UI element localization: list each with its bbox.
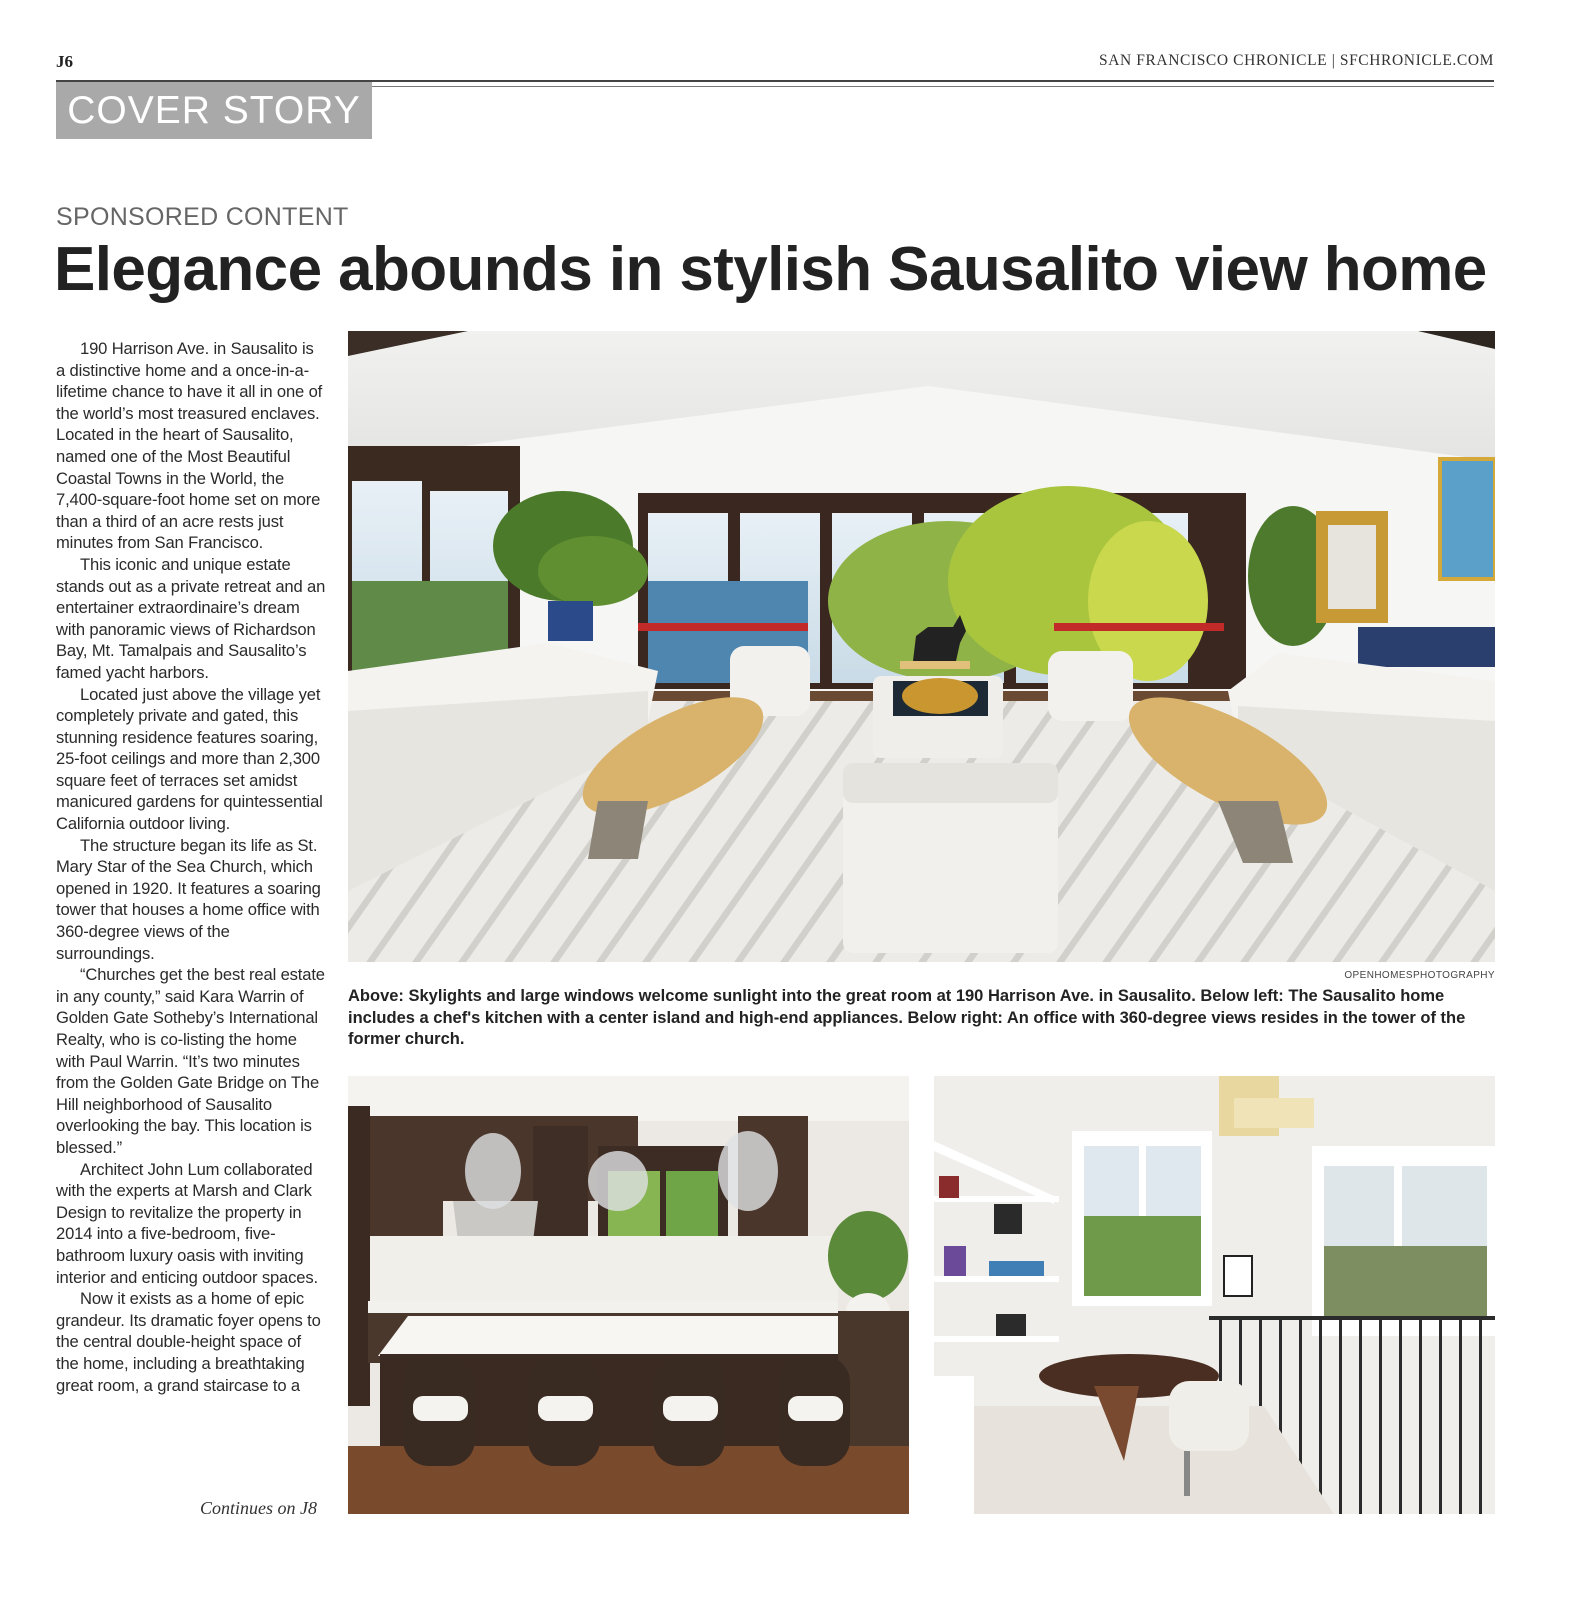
article-body [56, 338, 326, 1396]
paragraph: Located just above the village yet completely private and gated, this stunning residence features soaring, 25-foot ceilings and more than 2,300 square feet of terraces set amidst manicured gardens for quintessential California outdoor living. [56, 684, 323, 834]
paragraph: This iconic and unique estate stands out as a private retreat and an entertainer extraordinaire’s dream with panoramic views of Richardson Bay, Mt. Tamalpais and Sausalito’s famed yacht harbors. [56, 554, 326, 682]
office-photo [934, 1076, 1495, 1514]
paragraph: “Churches get the best real estate in any county,” said Kara Warrin of Golden Gate Sotheby’s International Realty, who is co-listing the home with Paul Warrin. “It’s two minutes from the Golden Gate Bridge on The Hill neighborhood of Sausalito overlooking the bay. This location is blessed.” [56, 965, 325, 1157]
paragraph: 190 Harrison Ave. in Sausalito is a distinctive home and a once-in-a-lifetime chance to have it all in one of the world’s most treasured enclaves. Located in the heart of Sausalito, named one of the Most Beautiful Coastal Towns in the World, the 7,400-square-foot home set on more than a third of an acre rests just minutes from San Francisco. [56, 339, 323, 553]
photo-caption: Above: Skylights and large windows welcome sunlight into the great room at 190 Harrison Ave. in Sausalito. Below left: The Sausalito home includes a chef's kitchen with a center island and high-end appliances. Below right: An office with 360-degree views resides in the tower of the former church. [348, 987, 1466, 1048]
photo-credit: OPENHOMESPHOTOGRAPHY [1344, 970, 1495, 981]
paragraph: The structure began its life as St. Mary Star of the Sea Church, which opened in 1920. It features a soaring tower that houses a home office with 360-degree views of the surroundings. [56, 835, 321, 963]
continues-jump: Continues on J8 [200, 1498, 317, 1518]
section-tag: COVER STORY [56, 82, 372, 139]
kitchen-photo [348, 1076, 909, 1514]
paragraph: Now it exists as a home of epic grandeur. Its dramatic foyer opens to the central double-height space of the home, including a breathtaking great room, a grand staircase to a [56, 1289, 321, 1395]
great-room-photo [348, 331, 1495, 962]
page-number: J6 [56, 52, 73, 71]
headline: Elegance abounds in stylish Sausalito view home [54, 235, 1487, 304]
masthead: SAN FRANCISCO CHRONICLE | SFCHRONICLE.COM [1098, 52, 1494, 69]
kicker: SPONSORED CONTENT [56, 203, 349, 231]
paragraph: Architect John Lum collaborated with the experts at Marsh and Clark Design to revitalize the property in 2014 into a five-bedroom, five-bathroom luxury oasis with inviting interior and enticing outdoor spaces. [56, 1159, 318, 1287]
header-rule-thin [372, 86, 1494, 87]
